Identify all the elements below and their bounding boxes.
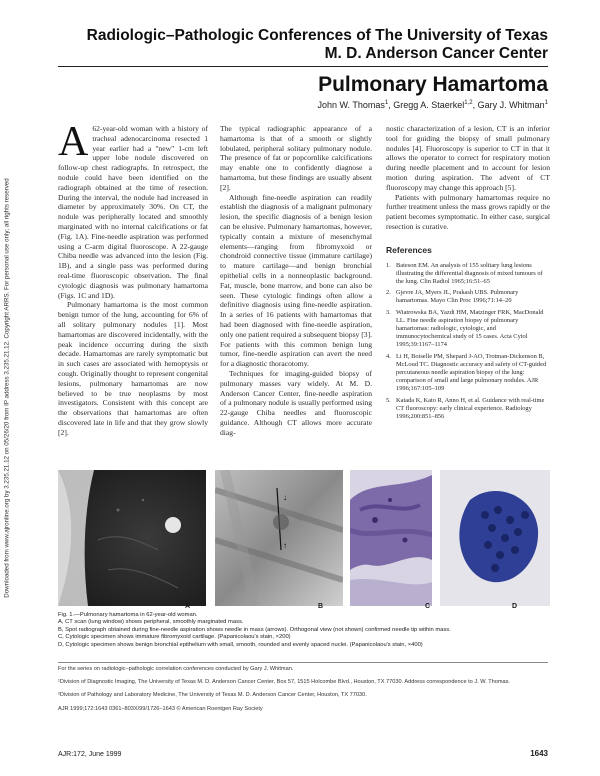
body-column-3 <box>386 124 550 424</box>
footnote-rule <box>58 662 548 663</box>
author-2-affil: 1,2 <box>464 100 473 106</box>
author-3: Gary J. Whitman <box>477 100 545 110</box>
reference-text: Wiatrowska BA, Yazdi HM, Matzinger FRK, MacDonald LL. Fine needle aspiration biopsy of pulmonary hamartomas: radiologic, cytologic, and immunocytochemical study of 15 cases. Acta Cytol 1995;39:1167–1174 <box>396 308 544 349</box>
reference-number: 5. <box>386 396 391 404</box>
article-title: Pulmonary Hamartoma <box>318 73 548 96</box>
reference-text: Gjevre JA, Myers JL, Prakash UBS. Pulmonary hamartomas. Mayo Clin Proc 1996;71:14–20 <box>396 289 519 305</box>
reference-number: 3. <box>386 308 391 316</box>
reference-item <box>386 353 550 394</box>
conference-header-line2: M. D. Anderson Cancer Center <box>324 45 548 62</box>
author-1-affil: 1 <box>384 100 389 106</box>
body-paragraph: Although fine-needle aspiration can readily establish the diagnosis of a malignant pulmonary lesion, the specific diagnosis of a benign lesion can be elusive. Pulmonary hamartomas, however, typically contain a mixture of mesenchymal elements—ranging from fibromyxoid or chondroid connective tissue (immature cartilage) to mature cartilage—and benign bronchial epithelial cells in a nonneoplastic background. Fat, muscle, bone marrow, and bone can also be seen. These cytologic findings often allow a definitive diagnosis using fine-needle aspiration. In a series of 16 patients with hamartomas that had been diagnosed with fine-needle aspiration, only one patient required a subsequent biopsy [3]. For patients with this common benign lung tumor, fine-needle aspiration can avert the need for a diagnostic thoracotomy. <box>220 192 372 369</box>
fluoroscopy-image <box>215 470 343 606</box>
body-paragraph: Patients with pulmonary hamartomas require no further treatment unless the mass grows rapidly or the patient becomes symptomatic. In either case, surgical resection is curative. <box>386 192 550 231</box>
footnote-series: For the series on radiologic–pathologic correlation conferences conducted by Gary J. Whitman. <box>58 666 294 672</box>
caption-a: A, CT scan (lung window) shows peripheral, smoothly marginated mass. <box>58 619 244 626</box>
footnote-affiliation-2: ²Division of Pathology and Laboratory Medicine, The University of Texas M. D. Anderson Cancer Center, Houston, TX 77030. <box>58 692 367 699</box>
author-1: John W. Thomas <box>317 100 385 110</box>
body-paragraph <box>58 119 208 300</box>
body-column-1 <box>58 119 208 438</box>
body-paragraph: nostic characterization of a lesion, CT is an inferior tool for guiding the biopsy of small pulmonary nodules [4]. Fluoroscopy is superior to CT in that it allows the operator to correct for respiratory motion during needle placement and to account for lesion motion during aspiration. The advent of CT fluoroscopy may change this approach [5]. <box>386 124 550 192</box>
reference-text: Katada K, Kato R, Anno H, et al. Guidance with real-time CT fluoroscopy: early clinical experience. Radiology 1996;200:851–856 <box>396 396 545 421</box>
journal-issue: AJR:172, June 1999 <box>58 751 122 758</box>
paragraph-text: 62-year-old woman with a history of tracheal adenocarcinoma resected 1 year earlier had a "new" 1-cm left upper lobe nodule discovered on follow-up chest radiographs. In retrospect, the nodule could have been identified on the radiograph obtained at the time of resection. During the interval, the nodule had increased in diameter by approximately 30%. On CT, the nodule was peripherally located and smoothly marginated with no internal calcifications or fat (Fig. 1A). Fine-needle aspiration was performed using a C-arm digital fluoroscope. A 22-gauge Chiba needle was advanced into the lesion (Fig. 1B), and a single pass was performed during real-time fluoroscopic observation. The final cytologic diagnosis was pulmonary hamartoma (Figs. 1C and 1D). <box>58 124 208 300</box>
download-watermark-text: Downloaded from www.ajronline.org by 3.235.21.12 on 05/26/20 from IP address 3.235.21.12. Copyright ARRS. For personal use only; all rights reserved <box>3 178 11 598</box>
page-number: 1643 <box>530 749 548 758</box>
reference-number: 1. <box>386 261 391 269</box>
caption-d: D, Cytologic specimen shows benign bronchial epithelium with small, smooth, rounded and evenly spaced nuclei. (Papanicolaou's stain, ×400) <box>58 641 423 648</box>
conference-header-line1: Radiologic–Pathologic Conferences of The University of Texas <box>86 27 548 44</box>
body-paragraph: The typical radiographic appearance of a hamartoma is that of a smooth or slightly lobulated, peripheral solitary pulmonary nodule. The presence of fat or popcornlike calcifications may enable one to confidently diagnose a hamartoma, but these findings are usually absent [2]. <box>220 124 372 192</box>
cytology-image-c <box>350 470 432 606</box>
figure-label-b: B <box>318 603 324 610</box>
ct-scan-image <box>58 470 206 606</box>
reference-item <box>386 397 550 422</box>
caption-c: C, Cytologic specimen shows immature fibromyxoid cartilage. (Papanicolaou's stain, ×200) <box>58 634 291 641</box>
body-column-2 <box>220 124 372 438</box>
header-rule <box>58 66 548 67</box>
figure-panel-d-epithelium <box>440 470 550 606</box>
figure-panel-c-cartilage <box>350 470 432 606</box>
reference-text: Li H, Boiselle PM, Shepard J-AO, Trotman-Dickenson B, McLoud TC. Diagnostic accuracy and safety of CT-guided percutaneous needle aspiration biopsy of the lung: comparison of small and large pulmonary nodules. AJR 1996;167:105–109 <box>396 352 547 393</box>
caption-title: Fig. 1.—Pulmonary hamartoma in 62-year-old woman. <box>58 612 198 618</box>
figure-caption <box>58 612 548 649</box>
figure-label-a: A <box>185 603 191 610</box>
download-watermark <box>0 0 14 776</box>
body-paragraph: Pulmonary hamartoma is the most common benign tumor of the lung, accounting for 6% of all solitary pulmonary nodules [1]. Most hamartomas are discovered incidentally, with the peak incidence occurring during the sixth decade. Hamartomas are rarely symptomatic but in such cases are associated with hemoptysis or cough. Originally thought to represent congenital lesions, pulmonary hamartomas are now believed to be true neoplasms by most investigators. Consistent with this concept are the observations that hamartomas are often discovered late in life and that they grow slowly [2]. <box>58 300 208 437</box>
figure-label-c: C <box>425 603 431 610</box>
footnotes <box>58 666 550 713</box>
arrow-icon: ↑ <box>283 541 287 550</box>
author-list: John W. Thomas$^1$, Gregg A. Staerkel$^{1,2}$, Gary J. Whitman$^1$ <box>317 100 548 110</box>
reference-item <box>386 289 550 305</box>
figure-panel-a-ct-scan <box>58 470 206 606</box>
references-heading: References <box>386 244 432 255</box>
body-paragraph: Techniques for imaging-guided biopsy of pulmonary masses vary widely. At M. D. Anderson Cancer Center, fine-needle aspiration of a pulmonary nodule is usually performed using 22-gauge Chiba needles and fluoroscopic guidance. Although CT allows more accurate diag- <box>220 368 372 437</box>
author-2: Gregg A. Staerkel <box>393 100 465 110</box>
figure-panel-b-fluoroscopy <box>215 470 343 606</box>
footnote-affiliation-1: ¹Division of Diagnostic Imaging, The University of Texas M. D. Anderson Cancer Center, Box 57, 1515 Holcombe Blvd., Houston, TX 77030. Address correspondence to J. W. Thomas. <box>58 679 510 686</box>
caption-b: B, Spot radiograph obtained during fine-needle aspiration shows needle in mass (arrows). Orthogonal view (not shown) confirmed needle tip within mass. <box>58 626 451 633</box>
cytology-image-d <box>440 470 550 606</box>
reference-text: Bateson EM. An analysis of 155 solitary lung lesions illustrating the differential diagnosis of mixed tumours of the lung. Clin Radiol 1965;16:51–65 <box>396 261 543 285</box>
author-3-affil: 1 <box>544 100 548 106</box>
reference-number: 2. <box>386 289 391 297</box>
reference-item <box>386 262 550 287</box>
footnote-citation: AJR 1999;172:1643 0361–803X/99/1726–1643 © American Roentgen Ray Society <box>58 705 263 712</box>
reference-number: 4. <box>386 352 391 360</box>
drop-cap: A <box>58 119 89 165</box>
reference-item <box>386 309 550 350</box>
arrow-icon: ↓ <box>283 493 287 502</box>
figure-label-d: D <box>512 603 518 610</box>
